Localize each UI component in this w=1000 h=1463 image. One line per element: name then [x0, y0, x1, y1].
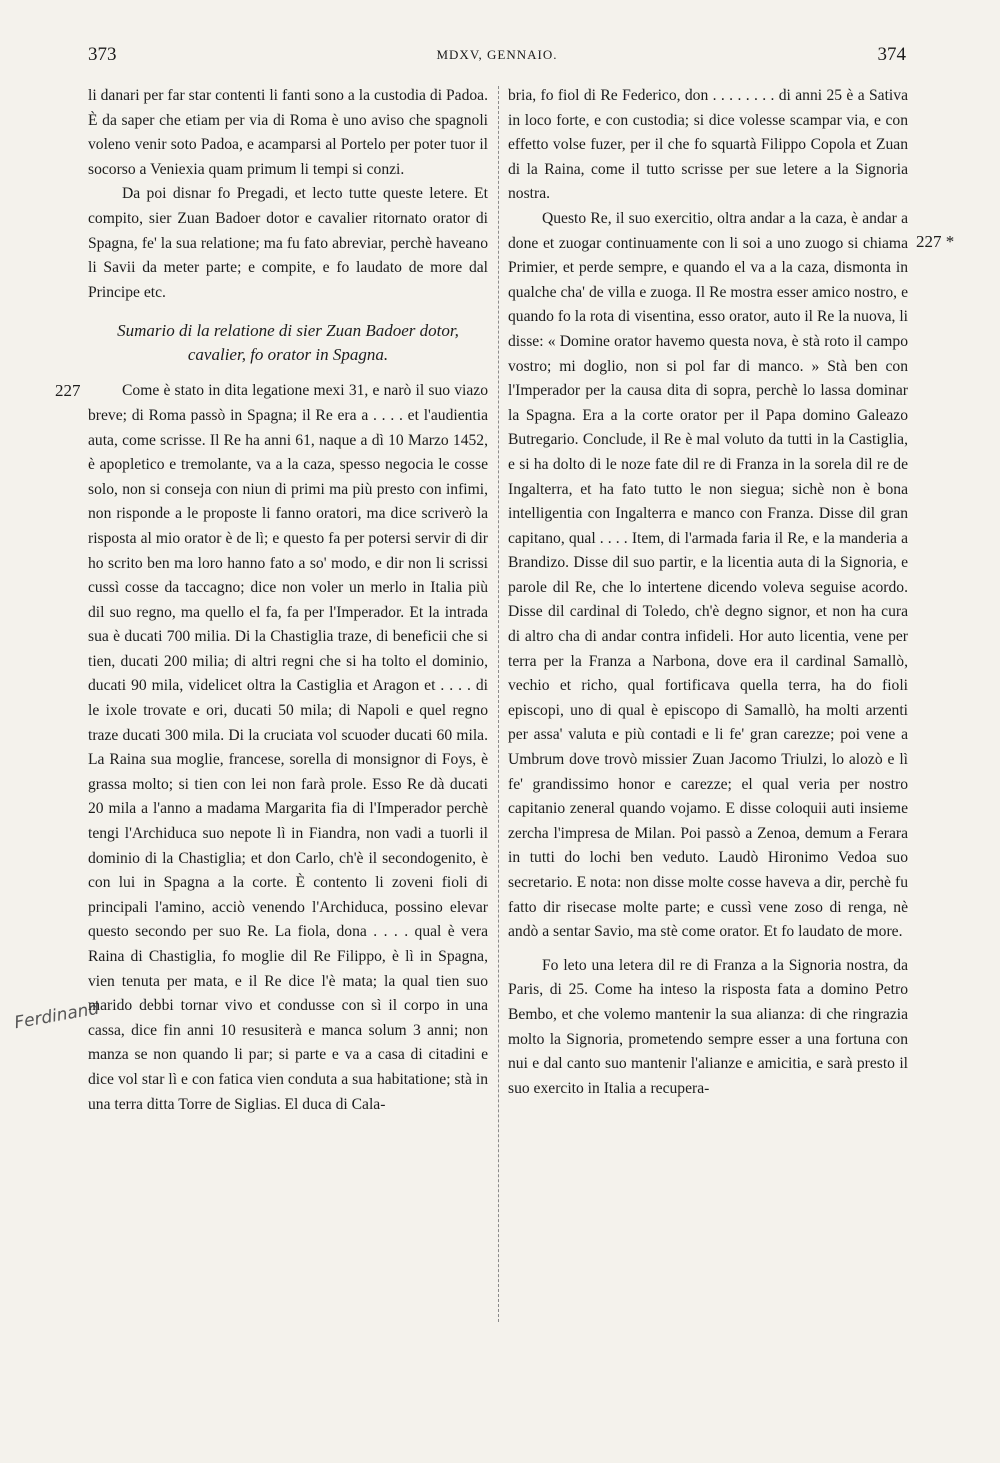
- right-column: [508, 84, 908, 1101]
- section-heading: Sumario di la relatione di sier Zuan Badoer dotor, cavalier, fo orator in Spagna.: [117, 321, 459, 365]
- page-number-right: 374: [877, 44, 906, 65]
- margin-number-right: 227 *: [916, 232, 955, 251]
- handwritten-annotation: Ferdinand: [12, 998, 101, 1034]
- page-number-left: 373: [88, 44, 117, 65]
- column-divider: [498, 86, 499, 1322]
- paragraph: bria, fo fiol di Re Federico, don . . . . . . . . di anni 25 è a Sativa in loco forte, e con custodia; si dice volesse scampar via, e con effetto volse fuzer, per il che fo squartà Filippo Copola et Zuan di la Raina, come il tutto scrisse per sue letere a la Signoria nostra.: [508, 87, 908, 203]
- paragraph: Questo Re, il suo exercitio, oltra andar a la caza, è andar a done et zuogar continuamente con li soi a uno zuogo si chiama Primier, et perde sempre, e quando el va a la caza, dismonta in qualche cha' de villa e zuoga. Il Re mostra esser amico nostro, e quando fo la rota di visentina, esso orator, auto il Re la nuova, li disse: « Domine orator havemo questa nova, è stà roto il campo vostro; mi doglio, non si pol far di manco. » Stà ben con l'Imperador per la causa dita di sopra, perchè lo lassa dominar la Spagna. Era a la corte orator per il Papa domino Galeazo Butregario. Conclude, il Re è mal voluto da tutti in la Castiglia, e si ha dolto di le noze fate dil re di Franza in la sorela dil re de Ingalterra, et ha fato tutto le non siegua; sichè non è bona intelligentia con Ingalterra e manco con Franza. Disse dil gran capitano, qual . . . . Item, di l'armada faria il Re, e la manderia a Brandizo. Disse dil suo partir, e la licentia auta di la Signoria, e parole dil Re, che lo intertene dicendo voleva seguise acordo. Disse dil cardinal di Toledo, ch'è degno signor, et non ha cura di altro cha di andar contra infideli. Hor auto licentia, vene per terra per la Franza a Narbona, dove era il cardinal Samallò, vechio et richo, qual fortificava quella terra, ha do fioli episcopi, uno di qual è episcopo di Samallò, ha molti arzenti per assa' valuta e più contadi e li fe' gran carezze; poi vene a Umbrum dove trovò missier Zuan Jacomo Triulzi, lo alozò e lì fe' grandissimo honor e carezze; el qual veria per nostro capitanio zeneral quando vojamo. E disse coloquii auti insieme zercha l'impresa de Milan. Poi passò a Zenoa, demum a Ferara in tutti do lochi ben veduto. Laudò Hironimo Vedoa suo secretario. E nota: non disse molte cosse haveva a dir, perchè fu fatto dir risecase molte parte; e cussì vene zoso di renga, nè andò a sentar Savio, ma stè come orator. Et fo laudato de more.: [508, 209, 908, 941]
- paragraph: li danari per far star contenti li fanti sono a la custodia di Padoa. È da saper che etiam per via di Roma è uno aviso che spagnoli voleno venir soto Padoa, e acamparsi al Portelo per poter tuor il socorso a Veniexia quam primum li tempi si conzi.: [88, 87, 488, 178]
- margin-number-left: 227: [55, 381, 81, 400]
- paragraph: Come è stato in dita legatione mexi 31, e narò il suo viazo breve; di Roma passò in Spagna; il Re era a . . . . et l'audientia auta, come scrisse. Il Re ha anni 61, naque a dì 10 Marzo 1452, è apopletico e tremolante, va a la caza, spesso negocia le cosse solo, non si conseja con niun di primi ma più presto con infimi, non risponde a le proposte li fanno oratori, ma dice scriverò la risposta al mio orator è de lì; e questo fa per potersi servir di dir ho scrito ben ma loro hanno fato a so' modo, e dir non li scrissi cussì cosse da taccagno; dice non voler un merlo in Italia più dil suo regno, ma quello el fa, fa per l'Imperador. Et la intrada sua è ducati 700 milia. Di la Chastiglia traze, di beneficii che si tien, ducati 200 milia; di altri regni che si ha tolto el dominio, ducati 90 mila, videlicet oltra la Castiglia et Aragon et . . . . di le ixole trovate e ori, ducati 50 mila; di Napoli e quel regno traze ducati 300 mila. Di la cruciata vol scuoder ducati 60 mila. La Raina sua moglie, francese, sorella di monsignor di Foys, è grassa molto; si tien con lei non farà prole. Esso Re dà ducati 20 mila a l'anno a madama Margarita fia di l'Imperador perchè tengi l'Archiduca suo nepote lì in Fiandra, non vadi a tuorli il dominio di la Chastiglia; et don Carlo, ch'è il secondogenito, è con lui in Spagna a la corte. È contento li zoveni fioli di principali l'amino, acciò venendo l'Archiduca, possino elevar questo secondo per suo Re. La fiola, dona . . . . qual è vera Raina di Chastiglia, fo moglie dil Re Filippo, è lì in Spagna, vien tenuta per mata, e il Re dice l'è mata; la qual tien suo marido debbi tornar vivo et condusse con sì il corpo in una cassa, dice fin anni 10 resusiterà e manca solum 3 anni; non manza se non quando li par; si parte e va a casa di citadini e dice vol star lì e con fatica vien conduta a sua habitatione; stà in una terra ditta Torre de Siglias. El duca di Cala-: [88, 382, 488, 1113]
- paragraph: Da poi disnar fo Pregadi, et lecto tutte queste letere. Et compito, sier Zuan Badoer dotor e cavalier ritornato orator di Spagna, fe' la sua relatione; ma fu fato abreviar, perchè haveano li Savii da meter parte; e compite, e fo laudato de more dal Principe etc.: [88, 185, 488, 301]
- running-title: MDXV, GENNAIO.: [436, 47, 558, 62]
- paragraph: Fo leto una letera dil re di Franza a la Signoria nostra, da Paris, di 25. Come ha inteso la risposta fata a domino Petro Bembo, et che volemo mantenir la sua alianza: di che ringrazia molto la Signoria, prometendo sempre esser a una fortuna con nui e dal canto suo mantenir l'alianze e amicitia, e sarà presto il suo exercito in Italia a recupera-: [508, 956, 908, 1097]
- page-header: [88, 44, 906, 74]
- left-column: [88, 84, 488, 1117]
